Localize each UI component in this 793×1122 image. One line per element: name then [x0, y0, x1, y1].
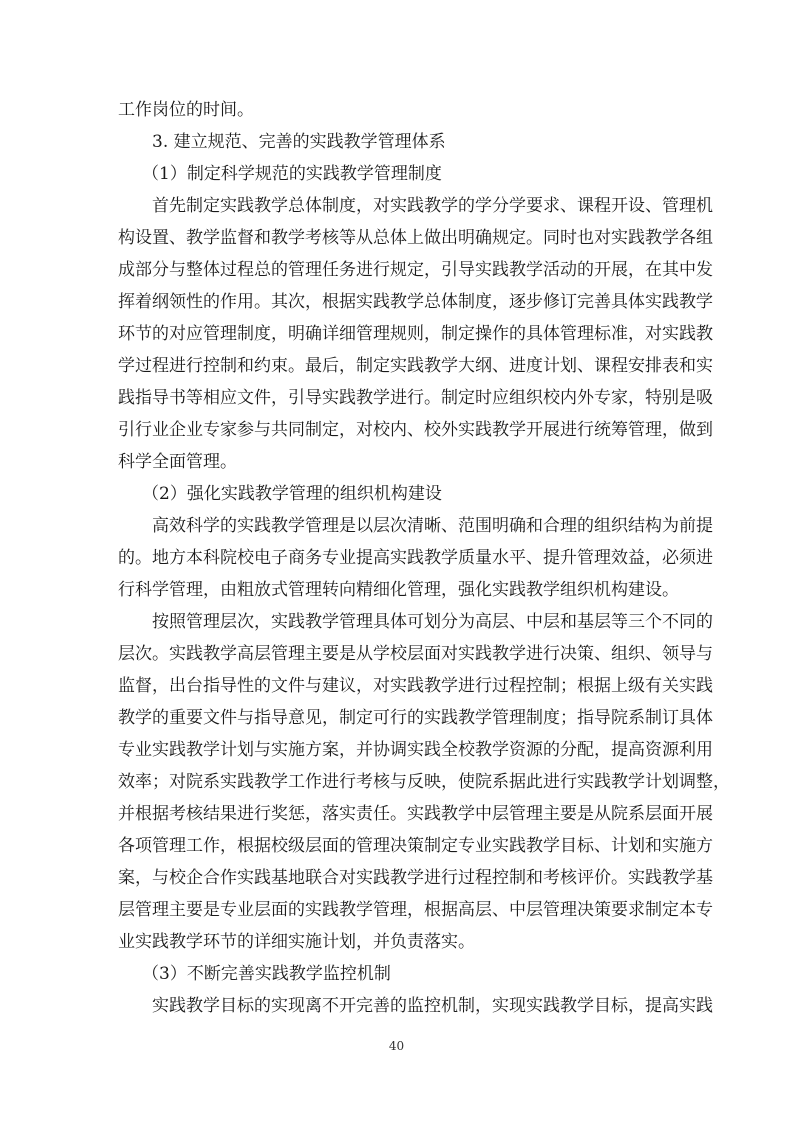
- text-line: 并根据考核结果进行奖惩，落实责任。实践教学中层管理主要是从院系层面开展: [118, 804, 713, 824]
- text-line: 的。地方本科院校电子商务专业提高实践教学质量水平、提升管理效益，必须进: [118, 548, 713, 568]
- section-heading: 3. 建立规范、完善的实践教学管理体系: [152, 132, 446, 152]
- page-number: 40: [388, 1039, 405, 1053]
- text-line: 成部分与整体过程总的管理任务进行规定，引导实践教学活动的开展，在其中发: [118, 260, 713, 280]
- subsection-heading: （2）强化实践教学管理的组织机构建设: [142, 484, 442, 504]
- text-line: 监督，出台指导性的文件与建议，对实践教学进行过程控制；根据上级有关实践: [118, 676, 713, 696]
- text-line: 行科学管理，由粗放式管理转向精细化管理，强化实践教学组织机构建设。: [118, 580, 679, 600]
- text-line: 业实践教学环节的详细实施计划，并负责落实。: [118, 932, 475, 952]
- text-line: 按照管理层次，实践教学管理具体可划分为高层、中层和基层等三个不同的: [152, 612, 713, 632]
- text-line: 引行业企业专家参与共同制定，对校内、校外实践教学开展进行统筹管理，做到: [118, 420, 713, 440]
- text-line: 挥着纲领性的作用。其次，根据实践教学总体制度，逐步修订完善具体实践教学: [118, 292, 713, 312]
- text-line: 构设置、教学监督和教学考核等从总体上做出明确规定。同时也对实践教学各组: [118, 228, 713, 248]
- text-line: 教学的重要文件与指导意见，制定可行的实践教学管理制度；指导院系制订具体: [118, 708, 713, 728]
- text-line: 各项管理工作，根据校级层面的管理决策制定专业实践教学目标、计划和实施方: [118, 836, 713, 856]
- text-line: 层管理主要是专业层面的实践教学管理，根据高层、中层管理决策要求制定本专: [118, 900, 713, 920]
- text-line: 效率；对院系实践教学工作进行考核与反映，使院系据此进行实践教学计划调整，: [118, 772, 730, 792]
- text-line: 环节的对应管理制度，明确详细管理规则，制定操作的具体管理标准，对实践教: [118, 324, 713, 344]
- text-line: 专业实践教学计划与实施方案，并协调实践全校教学资源的分配，提高资源利用: [118, 740, 713, 760]
- text-line: 践指导书等相应文件，引导实践教学进行。制定时应组织校内外专家，特别是吸: [118, 388, 713, 408]
- subsection-heading: （3）不断完善实践教学监控机制: [142, 964, 391, 984]
- text-line: 科学全面管理。: [118, 452, 237, 472]
- text-line: 层次。实践教学高层管理主要是从学校层面对实践教学进行决策、组织、领导与: [118, 644, 713, 664]
- text-line: 首先制定实践教学总体制度，对实践教学的学分学要求、课程开设、管理机: [152, 196, 713, 216]
- text-line: 工作岗位的时间。: [118, 100, 254, 120]
- text-line: 学过程进行控制和约束。最后，制定实践教学大纲、进度计划、课程安排表和实: [118, 356, 713, 376]
- text-line: 案，与校企合作实践基地联合对实践教学进行过程控制和考核评价。实践教学基: [118, 868, 713, 888]
- subsection-heading: （1）制定科学规范的实践教学管理制度: [142, 164, 442, 184]
- text-line: 高效科学的实践教学管理是以层次清晰、范围明确和合理的组织结构为前提: [152, 516, 713, 536]
- text-line: 实践教学目标的实现离不开完善的监控机制，实现实践教学目标，提高实践: [152, 996, 713, 1016]
